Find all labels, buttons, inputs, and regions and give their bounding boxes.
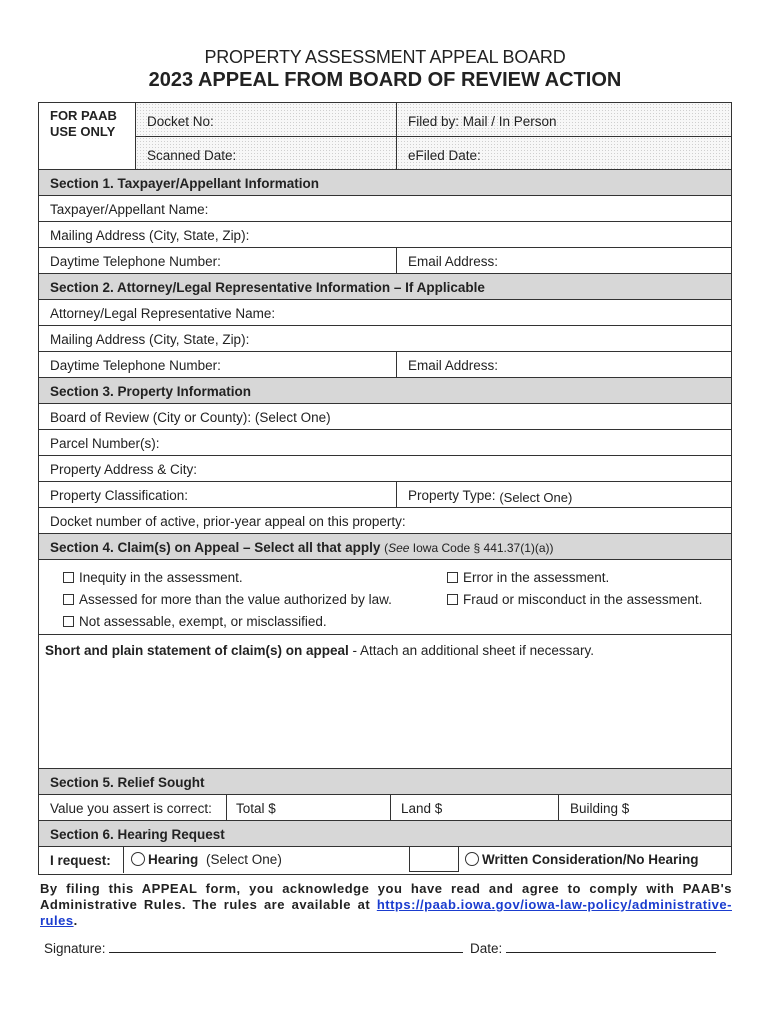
checkbox-not-assessable[interactable] [63,616,74,627]
section4-code-ref: Iowa Code § 441.37(1)(a)) [409,541,554,555]
relief-land-label: Land $ [401,801,443,816]
property-class-row [39,482,731,508]
board-of-review-label: Board of Review (City or County): (Select One) [50,410,331,425]
section4-header [39,534,731,560]
acknowledgement [40,881,732,929]
section1-title: Section 1. Taxpayer/Appellant Information [50,176,320,191]
property-type-select[interactable] [408,488,572,503]
claims-area [39,560,731,634]
taxpayer-email-label: Email Address: [408,254,499,269]
section4-see: See [388,541,410,555]
signature-line[interactable] [44,940,463,956]
checkbox-assessed-more[interactable] [63,594,74,605]
attorney-mailing-field[interactable] [39,326,731,352]
board-of-review-select[interactable] [39,404,731,430]
signature-field[interactable] [109,940,463,953]
claim-inequity[interactable] [63,570,243,585]
attorney-name-label: Attorney/Legal Representative Name: [50,306,276,321]
section6-title: Section 6. Hearing Request [50,827,225,842]
date-line[interactable] [470,940,716,956]
section1-header [39,170,731,196]
relief-row [39,795,731,821]
property-type-label: Property Type: [408,488,496,503]
written-consideration-option[interactable] [465,852,699,867]
checkbox-inequity[interactable] [63,572,74,583]
attorney-phone-label: Daytime Telephone Number: [50,358,221,373]
relief-land-field[interactable] [401,801,442,816]
hearing-select-one[interactable]: (Select One) [206,852,282,867]
attorney-phone-row [39,352,731,378]
claim-assessed-more[interactable] [63,592,392,607]
claim-statement-heading [45,643,594,658]
section6-header [39,821,731,847]
prior-docket-label: Docket number of active, prior-year appeal on this property: [50,514,406,529]
date-field[interactable] [506,940,716,953]
written-consideration-radio[interactable] [465,852,479,866]
relief-total-label: Total $ [236,801,276,816]
claim-statement-box[interactable] [39,634,731,769]
property-address-label: Property Address & City: [50,462,198,477]
checkbox-error[interactable] [447,572,458,583]
claim-error-label: Error in the assessment. [463,570,610,585]
section3-header [39,378,731,404]
hearing-row [39,847,731,873]
docket-no-cell[interactable] [136,103,396,137]
parcel-number-field[interactable] [39,430,731,456]
taxpayer-mailing-field[interactable] [39,222,731,248]
hearing-divider [409,847,459,872]
section5-title: Section 5. Relief Sought [50,775,205,790]
relief-building-label: Building $ [570,801,630,816]
rules-link[interactable]: https://paab.iowa.gov/iowa-law-policy/administrative-rules [40,897,732,928]
section2-title: Section 2. Attorney/Legal Representative Information – If Applicable [50,280,485,295]
scanned-date-label: Scanned Date: [147,148,237,163]
written-consideration-label: Written Consideration/No Hearing [482,852,699,867]
relief-building-field[interactable] [570,801,629,816]
taxpayer-phone-label: Daytime Telephone Number: [50,254,221,269]
agency-name: PROPERTY ASSESSMENT APPEAL BOARD [204,47,566,67]
filed-by-label: Filed by: Mail / In Person [408,114,557,129]
section2-header [39,274,731,300]
filed-by-cell[interactable] [397,103,731,137]
relief-value-label: Value you assert is correct: [50,801,212,816]
office-use-label-line1: FOR PAAB [50,108,117,123]
claim-statement-bold: Short and plain statement of claim(s) on appeal [45,643,349,658]
hearing-option[interactable] [131,852,282,867]
efiled-date-cell[interactable] [397,137,731,169]
claim-not-assessable[interactable] [63,614,327,629]
signature-label: Signature: [44,941,106,956]
claim-fraud[interactable] [447,592,702,607]
form-title: 2023 APPEAL FROM BOARD OF REVIEW ACTION [148,69,622,91]
property-classification-label: Property Classification: [50,488,189,503]
attorney-email-label: Email Address: [408,358,499,373]
taxpayer-name-label: Taxpayer/Appellant Name: [50,202,209,217]
section4-title: Section 4. Claim(s) on Appeal – Select all that apply [50,540,381,555]
claim-assessed-more-label: Assessed for more than the value authorized by law. [79,592,392,607]
scanned-date-cell[interactable] [136,137,396,169]
office-use-block [38,102,732,170]
section4-paren: ( [384,541,389,555]
claim-fraud-label: Fraud or misconduct in the assessment. [463,592,703,607]
efiled-date-label: eFiled Date: [408,148,481,163]
checkbox-fraud[interactable] [447,594,458,605]
claim-not-assessable-label: Not assessable, exempt, or misclassified. [79,614,327,629]
hearing-option-label: Hearing [148,852,199,867]
attorney-name-field[interactable] [39,300,731,326]
claim-inequity-label: Inequity in the assessment. [79,570,243,585]
relief-total-field[interactable] [236,801,276,816]
claim-statement-rest: - Attach an additional sheet if necessary. [348,643,594,658]
date-label: Date: [470,941,503,956]
hearing-radio[interactable] [131,852,145,866]
taxpayer-name-field[interactable] [39,196,731,222]
section5-header [39,769,731,795]
section4-title-line [50,540,554,555]
taxpayer-mailing-label: Mailing Address (City, State, Zip): [50,228,250,243]
acknowledgement-period: . [73,913,78,928]
parcel-number-label: Parcel Number(s): [50,436,160,451]
office-use-label [39,103,135,169]
main-form [38,170,732,875]
property-type-value: (Select One) [499,490,573,505]
hearing-request-label: I request: [50,853,111,868]
taxpayer-phone-row [39,248,731,274]
prior-docket-field[interactable] [39,508,731,534]
claim-error[interactable] [447,570,609,585]
docket-no-label: Docket No: [147,114,214,129]
attorney-mailing-label: Mailing Address (City, State, Zip): [50,332,250,347]
property-address-field[interactable] [39,456,731,482]
office-use-label-line2: USE ONLY [50,124,116,139]
acknowledgement-text: By filing this APPEAL form, you acknowledge you have read and agree to comply with PAAB's Administrative Rules. The rules are available at [40,881,732,912]
section3-title: Section 3. Property Information [50,384,252,399]
